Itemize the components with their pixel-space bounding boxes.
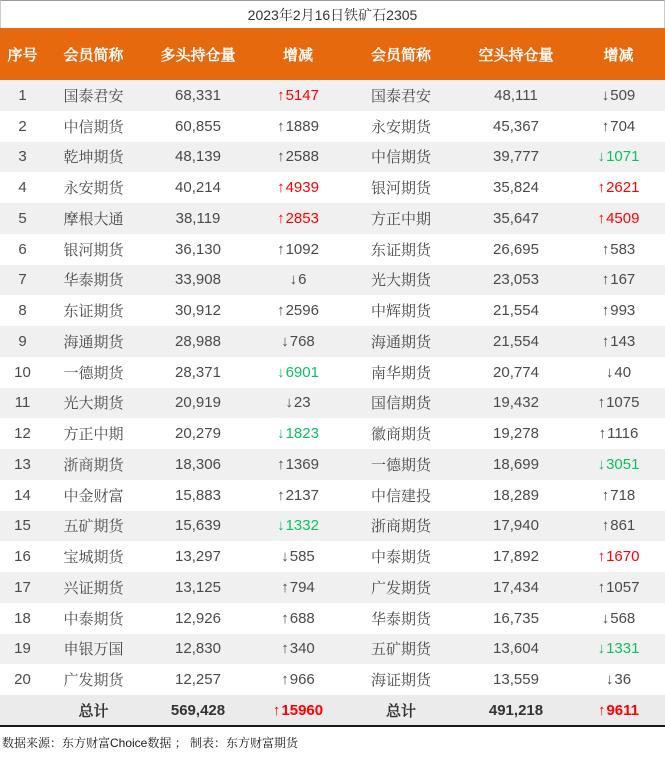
short-position-cell: 17,940	[493, 517, 539, 535]
table-title: 2023年2月16日铁矿石2305	[0, 0, 665, 28]
short-position-cell: 35,824	[493, 179, 539, 197]
short-change-cell: ↓ 40	[605, 363, 632, 381]
table-row	[0, 265, 665, 296]
seq-cell: 11	[14, 394, 31, 412]
long-change-cell: ↑ 966	[281, 671, 315, 689]
seq-cell: 14	[14, 486, 31, 504]
long-change-cell: ↓ 585	[281, 548, 315, 566]
short-position-cell: 48,111	[494, 86, 538, 104]
up-arrow-icon: ↑	[597, 701, 606, 719]
long-member-cell: 一德期货	[63, 364, 124, 382]
long-member-cell: 兴证期货	[63, 579, 124, 597]
seq-cell: 10	[14, 363, 31, 381]
short-change-cell: ↑ 704	[601, 117, 636, 135]
table-row	[0, 480, 665, 511]
short-position-cell: 16,735	[493, 609, 539, 627]
short-member-cell: 华泰期货	[370, 610, 431, 628]
up-arrow-icon: ↑	[601, 240, 610, 258]
short-change-cell: ↓ 1331	[597, 640, 640, 658]
seq-cell: 17	[14, 578, 31, 596]
total-row	[0, 695, 665, 727]
short-change-cell: ↑ 861	[601, 517, 636, 535]
seq-cell: 5	[18, 209, 27, 227]
seq-cell: 8	[18, 302, 27, 320]
long-member-cell: 中泰期货	[63, 610, 124, 628]
up-arrow-icon: ↑	[597, 209, 606, 227]
up-arrow-icon: ↑	[277, 86, 285, 104]
short-position-cell: 20,774	[493, 363, 539, 381]
short-position-cell: 491,218	[488, 701, 544, 719]
short-member-cell: 徽商期货	[370, 426, 431, 444]
long-member-cell: 东证期货	[63, 303, 124, 321]
short-change-cell: ↑ 1057	[597, 578, 640, 596]
long-change-cell: ↓ 6	[289, 271, 307, 289]
table-row	[0, 572, 665, 603]
long-member-cell: 中信期货	[63, 118, 124, 136]
long-member-cell: 光大期货	[63, 395, 124, 413]
long-member-cell: 广发期货	[63, 672, 124, 690]
short-member-cell: 海证期货	[370, 672, 431, 690]
long-position-cell: 12,926	[175, 609, 221, 627]
down-arrow-icon: ↓	[601, 86, 610, 104]
short-position-cell: 21,554	[493, 332, 539, 350]
column-header-short-position: 空头持仓量	[478, 46, 554, 64]
short-position-cell: 17,892	[493, 548, 539, 566]
up-arrow-icon: ↑	[601, 332, 610, 350]
up-arrow-icon: ↑	[597, 578, 606, 596]
short-member-cell: 南华期货	[370, 364, 431, 382]
table-row	[0, 203, 665, 234]
long-position-cell: 33,908	[175, 271, 221, 289]
long-member-cell: 华泰期货	[63, 272, 124, 290]
table-row	[0, 511, 665, 542]
seq-cell: 2	[18, 117, 27, 135]
long-position-cell: 15,639	[175, 517, 221, 535]
long-change-cell: ↓ 768	[281, 332, 315, 350]
down-arrow-icon: ↓	[289, 271, 298, 289]
short-member-cell: 银河期货	[370, 180, 431, 198]
down-arrow-icon: ↓	[277, 363, 285, 381]
up-arrow-icon: ↑	[597, 179, 606, 197]
down-arrow-icon: ↓	[285, 394, 293, 412]
long-change-cell: ↓ 1332	[277, 517, 319, 535]
short-change-cell: ↑ 993	[601, 302, 636, 320]
long-member-cell: 摩根大通	[63, 210, 124, 228]
column-header-short-change: 增减	[603, 46, 634, 64]
long-member-cell: 中金财富	[63, 487, 124, 505]
short-change-cell: ↑ 2621	[597, 179, 640, 197]
short-member-cell: 中信期货	[370, 149, 431, 167]
seq-cell: 12	[14, 425, 31, 443]
up-arrow-icon: ↑	[277, 302, 285, 320]
seq-cell: 16	[14, 548, 31, 566]
long-position-cell: 20,919	[175, 394, 221, 412]
short-change-cell: ↓ 36	[605, 671, 632, 689]
seq-cell: 20	[14, 671, 31, 689]
down-arrow-icon: ↓	[281, 548, 289, 566]
long-change-cell: ↑ 2853	[277, 209, 319, 227]
up-arrow-icon: ↑	[281, 609, 289, 627]
long-position-cell: 15,883	[175, 486, 221, 504]
long-change-cell: ↑ 4939	[277, 179, 319, 197]
long-member-cell: 永安期货	[63, 180, 124, 198]
long-change-cell: ↑ 688	[281, 609, 315, 627]
seq-cell: 4	[18, 179, 27, 197]
long-position-cell: 28,988	[175, 332, 221, 350]
seq-cell: 13	[14, 455, 31, 473]
short-position-cell: 19,278	[493, 425, 539, 443]
long-member-cell: 方正中期	[63, 426, 124, 444]
long-position-cell: 36,130	[175, 240, 221, 258]
down-arrow-icon: ↓	[605, 363, 614, 381]
down-arrow-icon: ↓	[597, 148, 606, 166]
table-row	[0, 634, 665, 665]
table-row	[0, 541, 665, 572]
short-change-cell: ↑ 583	[601, 240, 636, 258]
seq-cell: 1	[18, 86, 27, 104]
long-position-cell: 13,297	[175, 548, 221, 566]
seq-cell: 18	[14, 609, 31, 627]
up-arrow-icon: ↑	[277, 455, 285, 473]
short-position-cell: 21,554	[493, 302, 539, 320]
long-position-cell: 13,125	[175, 578, 221, 596]
table-row	[0, 664, 665, 695]
table-row	[0, 80, 665, 111]
short-position-cell: 26,695	[493, 240, 539, 258]
short-member-cell: 一德期货	[370, 456, 431, 474]
table-row	[0, 326, 665, 357]
up-arrow-icon: ↑	[277, 117, 285, 135]
short-change-cell: ↑ 143	[601, 332, 636, 350]
down-arrow-icon: ↓	[277, 517, 285, 535]
seq-cell: 19	[14, 640, 31, 658]
table-row	[0, 111, 665, 142]
up-arrow-icon: ↑	[601, 486, 610, 504]
short-member-cell: 中泰期货	[370, 549, 431, 567]
short-member-cell: 国信期货	[370, 395, 431, 413]
long-member-cell: 海通期货	[63, 333, 124, 351]
up-arrow-icon: ↑	[281, 640, 289, 658]
short-member-cell: 东证期货	[370, 241, 431, 259]
up-arrow-icon: ↑	[601, 271, 610, 289]
short-change-cell: ↓ 3051	[597, 455, 640, 473]
short-change-cell: ↑ 4509	[597, 209, 640, 227]
table-row	[0, 449, 665, 480]
long-position-cell: 12,257	[175, 671, 221, 689]
short-change-cell: ↑ 1116	[598, 425, 639, 443]
long-position-cell: 68,331	[175, 86, 221, 104]
long-member-cell: 申银万国	[63, 641, 124, 659]
seq-cell: 6	[18, 240, 27, 258]
down-arrow-icon: ↓	[277, 425, 285, 443]
down-arrow-icon: ↓	[601, 609, 610, 627]
up-arrow-icon: ↑	[281, 671, 289, 689]
long-change-cell: ↑ 1889	[277, 117, 319, 135]
long-position-cell: 30,912	[175, 302, 221, 320]
seq-cell: 3	[18, 148, 27, 166]
short-change-cell: ↑ 1075	[597, 394, 640, 412]
short-member-cell: 中信建投	[370, 487, 431, 505]
long-member-cell: 五矿期货	[63, 518, 124, 536]
short-change-cell: ↓ 568	[601, 609, 636, 627]
short-change-cell: ↑ 9611	[597, 701, 640, 719]
long-position-cell: 12,830	[175, 640, 221, 658]
up-arrow-icon: ↑	[601, 117, 610, 135]
long-member-cell: 宝城期货	[63, 549, 124, 567]
up-arrow-icon: ↑	[277, 240, 285, 258]
seq-cell: 15	[14, 517, 31, 535]
long-position-cell: 20,279	[175, 425, 221, 443]
long-change-cell: ↑ 2588	[277, 148, 319, 166]
short-member-cell: 总计	[385, 702, 416, 720]
short-position-cell: 23,053	[493, 271, 539, 289]
up-arrow-icon: ↑	[598, 425, 607, 443]
column-header-short-member: 会员简称	[370, 46, 431, 64]
short-change-cell: ↑ 167	[601, 271, 636, 289]
seq-cell	[0, 695, 45, 725]
short-change-cell: ↓ 509	[601, 86, 636, 104]
up-arrow-icon: ↑	[597, 548, 606, 566]
long-change-cell: ↑ 2137	[277, 486, 319, 504]
short-change-cell: ↑ 718	[601, 486, 636, 504]
table-row	[0, 603, 665, 634]
down-arrow-icon: ↓	[597, 455, 606, 473]
up-arrow-icon: ↑	[277, 486, 285, 504]
long-change-cell: ↑ 340	[281, 640, 315, 658]
long-change-cell: ↑ 794	[281, 578, 315, 596]
short-position-cell: 35,647	[493, 209, 539, 227]
source-note: 数据来源：东方财富Choice数据 ； 制表：东方财富期货	[2, 735, 299, 750]
table-row	[0, 142, 665, 173]
long-position-cell: 569,428	[170, 701, 226, 719]
long-change-cell: ↑ 15960	[272, 701, 324, 719]
short-position-cell: 45,367	[493, 117, 539, 135]
seq-cell: 9	[18, 332, 27, 350]
up-arrow-icon: ↑	[277, 148, 285, 166]
table-row	[0, 418, 665, 449]
short-member-cell: 广发期货	[370, 579, 431, 597]
short-member-cell: 中辉期货	[370, 303, 431, 321]
long-position-cell: 48,139	[175, 148, 221, 166]
long-member-cell: 浙商期货	[63, 456, 124, 474]
short-position-cell: 17,434	[493, 578, 539, 596]
table-row	[0, 234, 665, 265]
short-member-cell: 国泰君安	[370, 87, 431, 105]
up-arrow-icon: ↑	[601, 302, 610, 320]
short-member-cell: 永安期货	[370, 118, 431, 136]
down-arrow-icon: ↓	[605, 671, 614, 689]
short-position-cell: 13,604	[493, 640, 539, 658]
long-member-cell: 银河期货	[63, 241, 124, 259]
long-member-cell: 乾坤期货	[63, 149, 124, 167]
long-position-cell: 28,371	[175, 363, 221, 381]
short-member-cell: 方正中期	[370, 210, 431, 228]
table-row	[0, 172, 665, 203]
long-change-cell: ↑ 5147	[277, 86, 319, 104]
short-position-cell: 18,699	[493, 455, 539, 473]
table-body	[0, 80, 665, 727]
long-change-cell: ↓ 6901	[277, 363, 319, 381]
short-change-cell: ↓ 1071	[597, 148, 640, 166]
up-arrow-icon: ↑	[277, 179, 285, 197]
table-row	[0, 357, 665, 388]
table-row	[0, 388, 665, 419]
short-position-cell: 39,777	[493, 148, 539, 166]
long-position-cell: 40,214	[175, 179, 221, 197]
long-position-cell: 18,306	[175, 455, 221, 473]
up-arrow-icon: ↑	[281, 578, 289, 596]
short-change-cell: ↑ 1670	[597, 548, 640, 566]
long-member-cell: 国泰君安	[63, 87, 124, 105]
table-header-row	[0, 28, 665, 80]
short-position-cell: 19,432	[493, 394, 539, 412]
long-position-cell: 60,855	[175, 117, 221, 135]
short-member-cell: 浙商期货	[370, 518, 431, 536]
column-header-long-change: 增减	[282, 46, 313, 64]
table-row	[0, 295, 665, 326]
long-change-cell: ↓ 1823	[277, 425, 319, 443]
long-change-cell: ↑ 1092	[277, 240, 319, 258]
long-change-cell: ↑ 1369	[277, 455, 319, 473]
column-header-seq: 序号	[7, 46, 38, 64]
column-header-long-member: 会员简称	[63, 46, 124, 64]
short-position-cell: 18,289	[493, 486, 539, 504]
long-change-cell: ↑ 2596	[277, 302, 319, 320]
column-header-long-position: 多头持仓量	[160, 46, 236, 64]
up-arrow-icon: ↑	[601, 517, 610, 535]
long-member-cell: 总计	[78, 702, 109, 720]
short-member-cell: 五矿期货	[370, 641, 431, 659]
up-arrow-icon: ↑	[272, 701, 281, 719]
short-member-cell: 光大期货	[370, 272, 431, 290]
down-arrow-icon: ↓	[281, 332, 289, 350]
short-member-cell: 海通期货	[370, 333, 431, 351]
up-arrow-icon: ↑	[597, 394, 606, 412]
long-position-cell: 38,119	[175, 209, 221, 227]
long-change-cell: ↓ 23	[285, 394, 311, 412]
short-position-cell: 13,559	[493, 671, 539, 689]
down-arrow-icon: ↓	[597, 640, 606, 658]
up-arrow-icon: ↑	[277, 209, 285, 227]
seq-cell: 7	[18, 271, 27, 289]
